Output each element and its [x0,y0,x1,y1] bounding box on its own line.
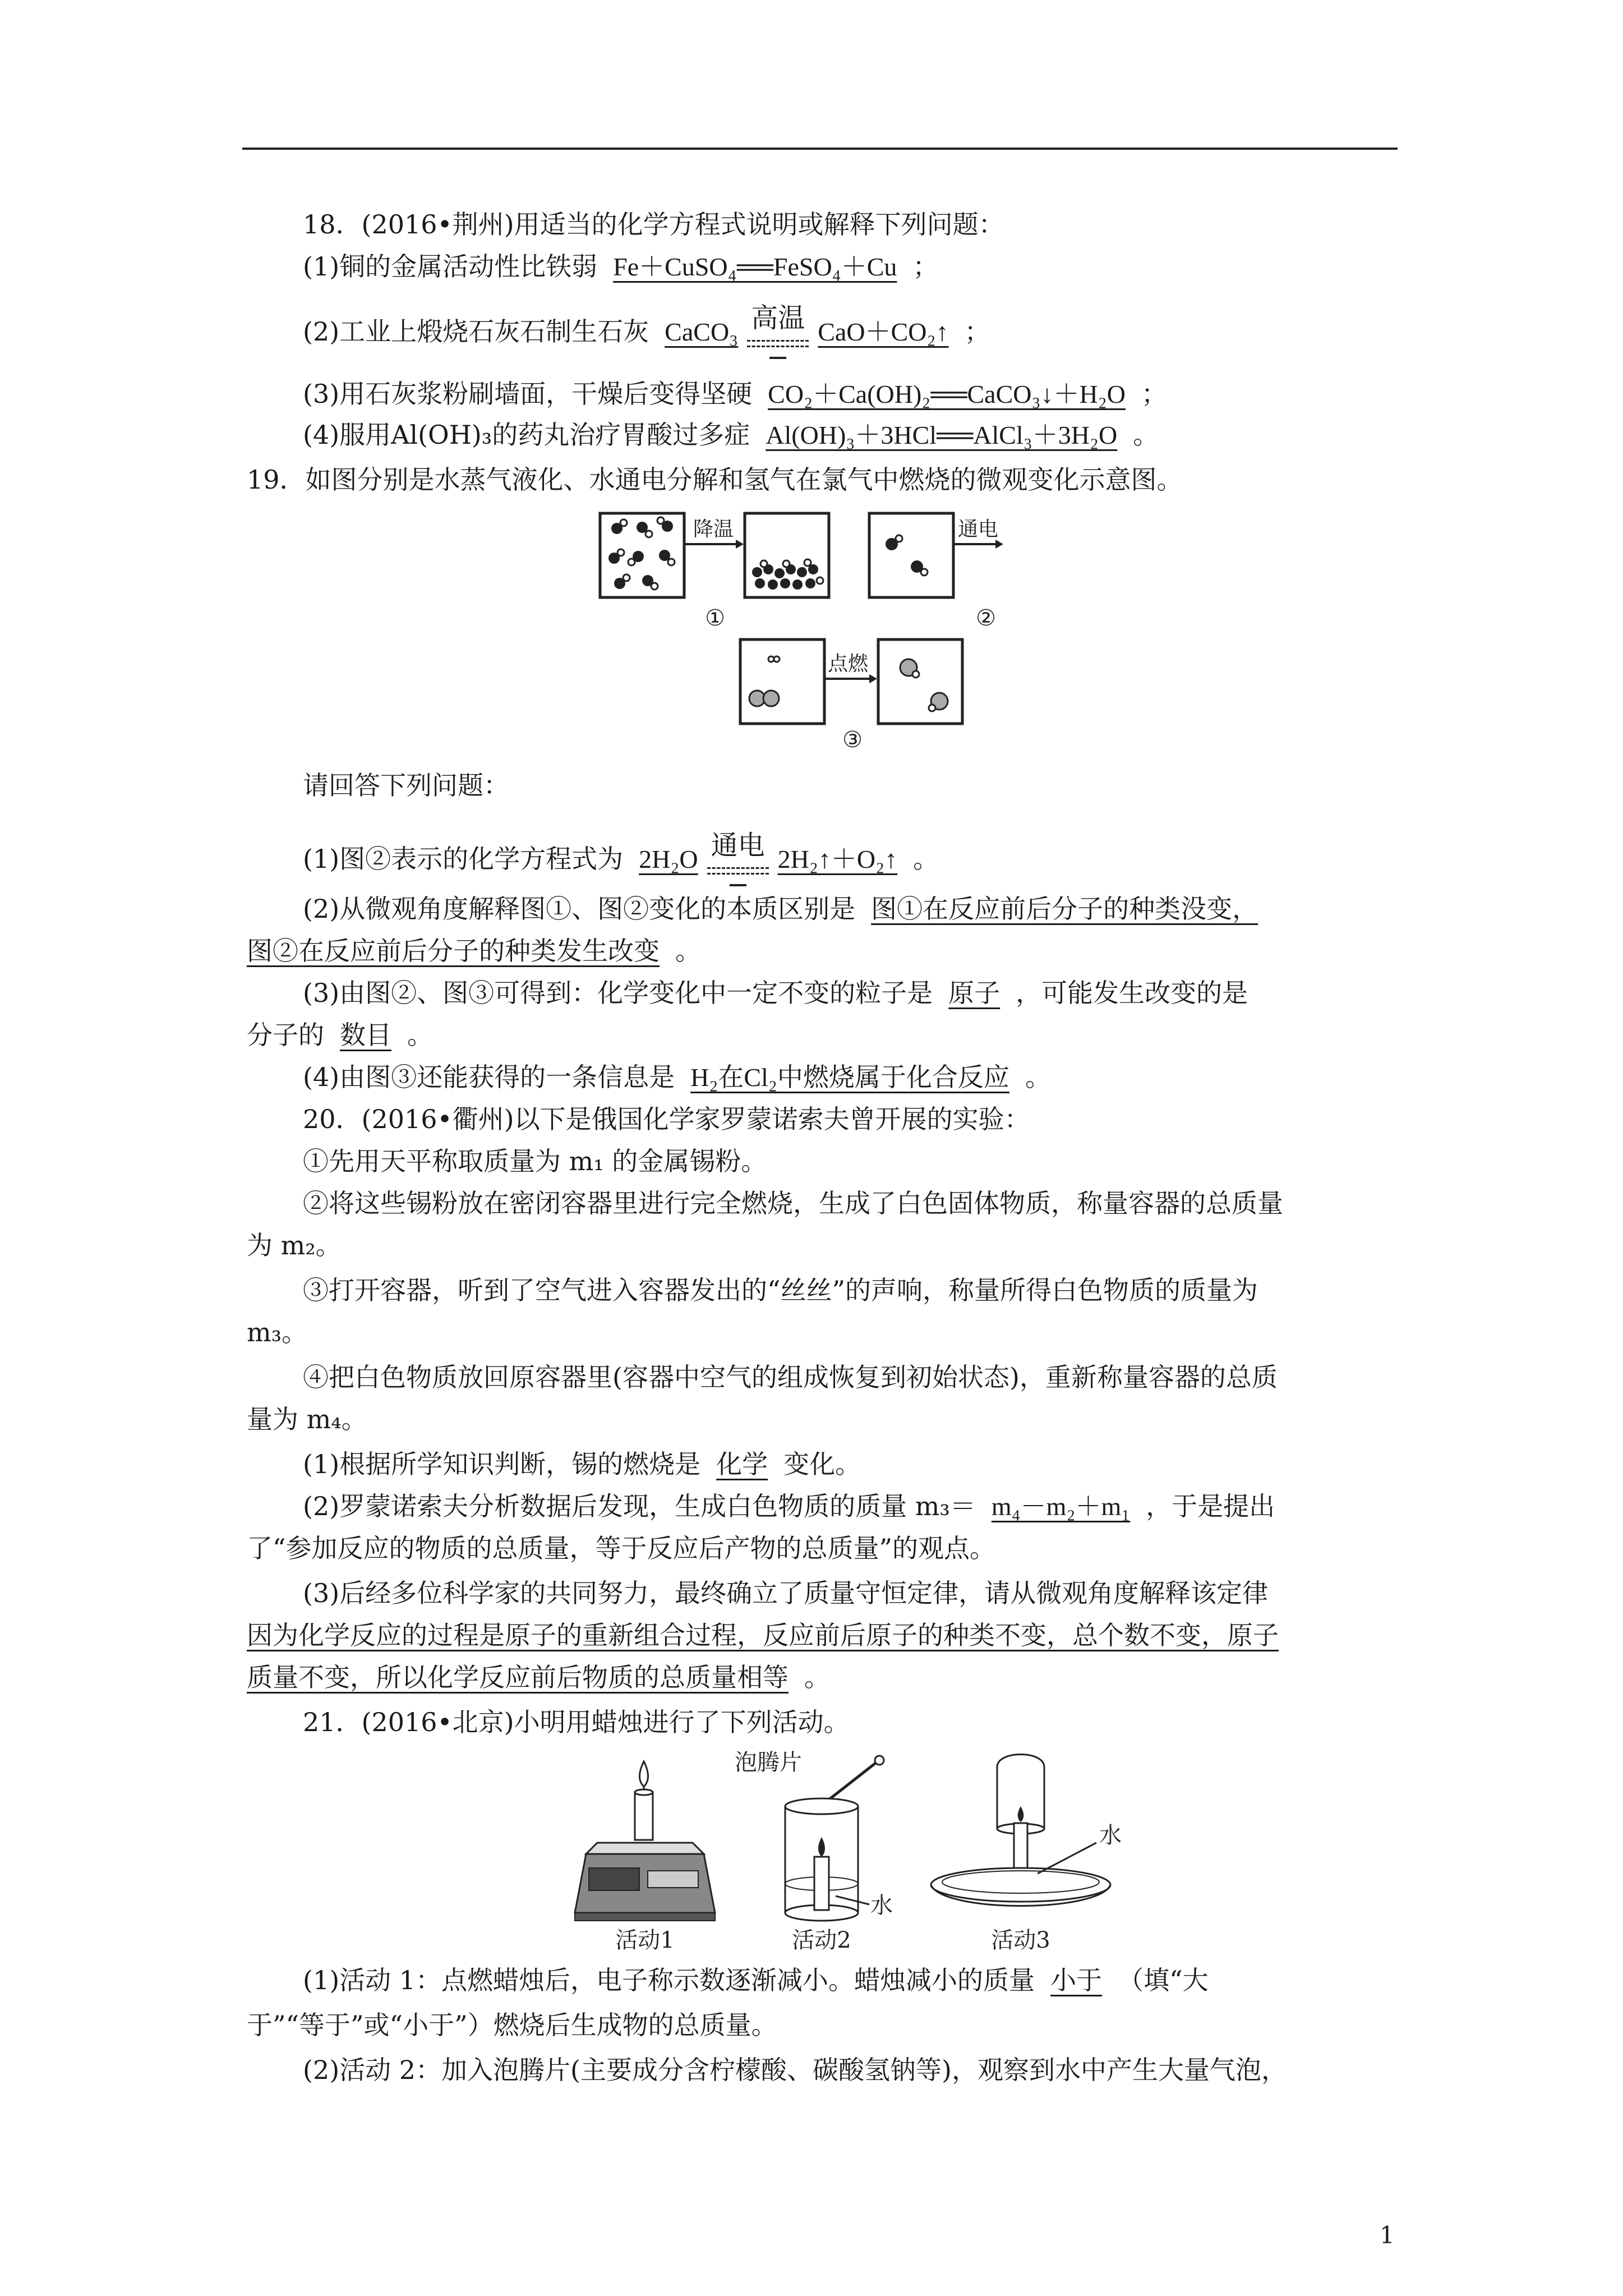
q19-part2: (2)从微观角度解释图①、图②变化的本质区别是 图①在反应前后分子的种类没变， [303,892,1274,926]
q20-step4-line2: 量为 m₄。 [247,1404,367,1434]
q18-part2-answer-right: CaO＋CO₂↑ [818,318,949,346]
water-molecules-fig2 [886,535,928,576]
q19-part4-answer: H₂在Cl₂中燃烧属于化合反应 [690,1063,1009,1092]
q21-part1-answer: 小于 [1050,1966,1103,1995]
q20-part3-answer-b: 质量不变，所以化学反应前后物质的总质量相等 [247,1663,789,1692]
fig1-caption: ① [705,605,725,631]
q19-part4: (4)由图③还能获得的一条信息是 H₂在Cl₂中燃烧属于化合反应 。 [303,1060,1051,1094]
q19-part2-answer-b: 图②在反应前后分子的种类发生改变 [247,937,660,965]
liquid-water-molecules [752,559,823,590]
q20-step1: ①先用天平称取质量为 m₁ 的金属锡粉。 [303,1146,767,1176]
beaker-with-candle [785,1798,858,1921]
hydrogen-chlorine-molecules [749,656,780,706]
q18-part2-answer-left: CaCO₃ [665,318,739,346]
water-label-activity2: 水 [870,1893,893,1918]
q20-part3-line2 [247,1618,1279,1653]
q19-prompt: 请回答下列问题： [303,770,509,800]
q19-part3-answer2: 数目 [340,1021,391,1050]
q19-part2-answer-a: 图①在反应前后分子的种类没变， [871,895,1258,923]
q18-part4-answer: Al(OH)₃＋3HCl══AlCl₃＋3H₂O [766,421,1118,449]
q21-part2: (2)活动 2：加入泡腾片(主要成分含柠檬酸、碳酸氢钠等)，观察到水中产生大量气泡， [303,2055,1287,2085]
q19-condition: 通电 [707,830,769,892]
q19-part3-answer1: 原子 [948,979,1000,1007]
q18-part4: (4)服用Al(OH)₃的药丸治疗胃酸过多症 Al(OH)₃＋3HCl══AlCl₃＋3H₂O 。 [303,418,1159,452]
q21-part1-line2: 于”“等于”或“小于”）燃烧后生成物的总质量。 [247,2010,777,2040]
header-rule [242,148,1398,150]
electronic-scale-with-candle [575,1761,715,1921]
hydrogen-chloride-molecules [900,659,948,711]
activity3-caption: 活动3 [991,1927,1050,1952]
fig3-after-box [878,639,962,724]
q19-part1: (1)图②表示的化学方程式为 2H₂O 通电 2H₂↑＋O₂↑ 。 [303,830,939,892]
q20-step2-line2: 为 m₂。 [247,1230,342,1260]
q19-figure [589,505,1015,752]
q19-stem: 19．如图分别是水蒸气液化、水通电分解和氢气在氯气中燃烧的微观变化示意图。 [247,464,1183,495]
q19-part3: (3)由图②、图③可得到：化学变化中一定不变的粒子是 原子 ，可能发生改变的是 [303,976,1248,1010]
q20-part1: (1)根据所学知识判断，锡的燃烧是 化学 变化。 [303,1447,861,1481]
q18-part3: (3)用石灰浆粉刷墙面，干燥后变得坚硬 CO₂＋Ca(OH)₂══CaCO₃↓＋H₂O ； [303,377,1167,411]
q20-step4: ④把白色物质放回原容器里(容器中空气的组成恢复到初始状态)，重新称量容器的总质 [303,1362,1278,1392]
water-vapor-molecules [608,517,675,590]
q19-part3-line2: 分子的 数目 。 [247,1018,433,1052]
q18-part2: (2)工业上煅烧石灰石制生石灰 CaCO₃ 高温 CaO＋CO₂↑ ； [303,303,990,365]
q21-part1: (1)活动 1：点燃蜡烛后，电子称示数逐渐减小。蜡烛减小的质量 小于 （填“大 [303,1963,1209,1998]
q18-part1-answer: Fe＋CuSO₄══FeSO₄＋Cu [613,252,897,281]
q20-part3-line3: 质量不变，所以化学反应前后物质的总质量相等 。 [247,1660,830,1695]
q20-part2-line2: 了“参加反应的物质的总质量，等于反应后产物的总质量”的观点。 [247,1533,996,1563]
q20-stem: 20．(2016•衢州)以下是俄国化学家罗蒙诺索夫曾开展的实验： [303,1104,1030,1134]
q18-part1: (1)铜的金属活动性比铁弱 Fe＋CuSO₄══FeSO₄＋Cu ； [303,250,938,284]
page-number: 1 [1380,2221,1395,2249]
q18-part3-answer: CO₂＋Ca(OH)₂══CaCO₃↓＋H₂O [768,380,1126,408]
q20-part1-answer: 化学 [716,1450,768,1479]
fig2-before-box [869,513,953,597]
q20-part3: (3)后经多位科学家的共同努力，最终确立了质量守恒定律，请从微观角度解释该定律 [303,1578,1269,1608]
activity2-caption: 活动2 [792,1927,851,1952]
q21-figure [572,1745,1178,1952]
fig3-caption: ③ [842,727,863,752]
fig2-arrow-label: 通电 [957,518,999,541]
q19-part1-left: 2H₂O [639,845,698,873]
activity1-caption: 活动1 [615,1927,675,1952]
q20-part2-answer: m₄－m₂＋m₁ [991,1492,1131,1521]
fig1-arrow-label: 降温 [693,518,734,541]
q20-step2: ②将这些锡粉放在密闭容器里进行完全燃烧，生成了白色固体物质，称量容器的总质量 [303,1188,1283,1218]
fig2-caption: ② [976,605,996,631]
q20-step3-line2: m₃。 [247,1317,308,1347]
water-label-activity3: 水 [1099,1823,1122,1848]
jar-over-candle-in-dish [931,1755,1110,1906]
q20-step3: ③打开容器，听到了空气进入容器发出的“丝丝”的声响，称量所得白色物质的质量为 [303,1275,1258,1305]
effervescent-tablet-label: 泡腾片 [735,1750,802,1775]
fig3-arrow-label: 点燃 [827,652,869,675]
q20-part3-answer-a: 因为化学反应的过程是原子的重新组合过程，反应前后原子的种类不变，总个数不变，原子 [247,1621,1279,1650]
q19-part2-line2: 图②在反应前后分子的种类发生改变 。 [247,934,701,968]
q18-condition: 高温 [747,303,809,365]
q19-part1-right: 2H₂↑＋O₂↑ [777,845,898,873]
q18-stem: 18．(2016•荆州)用适当的化学方程式说明或解释下列问题： [303,209,1004,240]
fig3-before-box [740,639,824,724]
q21-stem: 21．(2016•北京)小明用蜡烛进行了下列活动。 [303,1707,850,1737]
q20-part2: (2)罗蒙诺索夫分析数据后发现，生成白色物质的质量 m₃＝ m₄－m₂＋m₁ ，于是提出 [303,1489,1275,1524]
